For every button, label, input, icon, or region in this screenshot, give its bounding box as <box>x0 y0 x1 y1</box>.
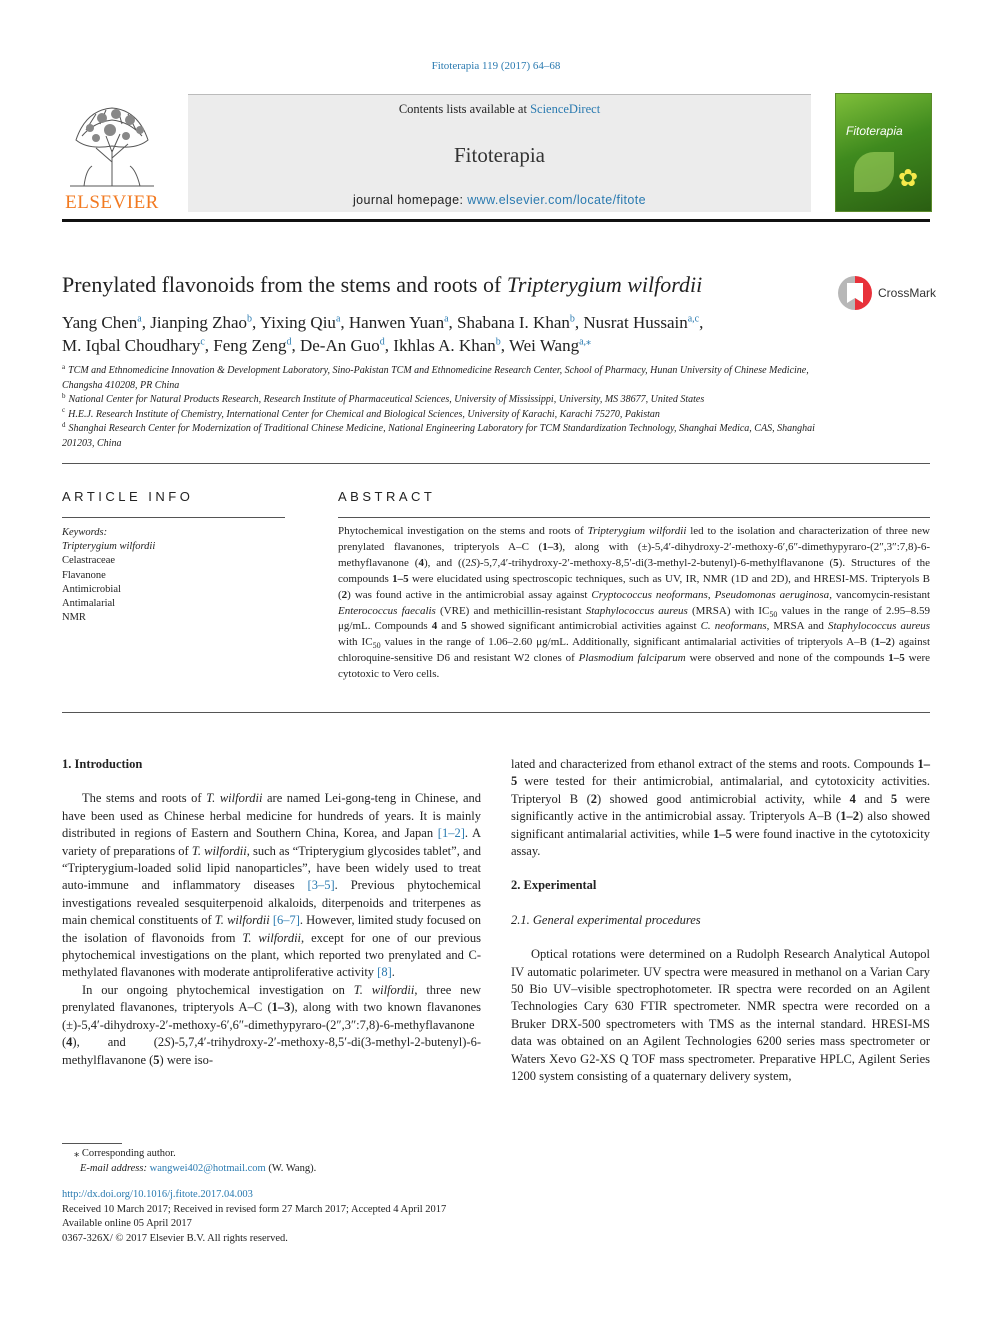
keyword-item: NMR <box>62 612 86 624</box>
header-divider <box>62 219 930 222</box>
sciencedirect-link[interactable]: ScienceDirect <box>530 102 601 116</box>
introduction-heading: 1. Introduction <box>62 757 143 771</box>
footnote-divider <box>62 1143 122 1144</box>
author-affiliation-mark[interactable]: a,⁎ <box>579 336 592 348</box>
crossmark-button[interactable] <box>838 276 938 312</box>
affiliation-text: National Center for Natural Products Research, Research Institute of Pharmaceutical Sciences, University of Mississippi, University, MS 38677, United States <box>68 394 705 405</box>
keyword-text: Tripterygium wilfordii <box>62 541 156 553</box>
homepage-line <box>188 193 811 207</box>
author-affiliation-mark[interactable]: a,c <box>687 313 700 325</box>
elsevier-tree-icon <box>66 100 158 188</box>
general-procedures-heading: 2.1. General experimental procedures <box>511 912 701 927</box>
abstract-bottom-divider <box>62 712 930 713</box>
keyword-item: Antimalarial <box>62 598 116 610</box>
introduction-paragraph-1: The stems and roots of T. wilfordii are named Lei-gong-teng in Chinese, and have been used as Chinese herbal medicine for hundreds of years. It is mainly distributed in regions of Eastern and Southern China, Korea, and Japan [1–2]. A variety of preparations of T. wilfordii, such as “Tripterygium glycosides tablet”, and “Tripterygium-loaded solid lipid nanoparticles”, have been widely used to treat auto-immune and inflammatory diseases [3–5]. Previous phytochemical investigations revealed sesquiterpenoid alkaloids, diterpenoids and triterpenes as main chemical constituents of T. wilfordii [6–7]. However, limited study focused on the isolation of flavonoids from T. wilfordii, except for one of our previous phytochemical investigations on the plant, which reported two prenylated and C-methylated flavanones with moderate antiproliferative activity [8]. <box>62 791 482 980</box>
affiliation-item <box>62 422 822 451</box>
author-affiliation-mark[interactable]: b <box>247 313 253 325</box>
author-affiliation-mark[interactable]: c <box>200 336 205 348</box>
author-affiliation-mark[interactable]: a <box>137 313 142 325</box>
introduction-paragraph-2-cont: lated and characterized from ethanol extract of the stems and roots. Compounds 1–5 were tested for their antimicrobial, antimalarial, and cytotoxicity activities. Tripteryol B (2) showed good antimicrobial activity, while 4 and 5 were significantly active in the antimicrobial assay. Tripteryols A–B (1–2) also showed significant antimalarial activities, while 1–5 were found inactive in the cytotoxicity assay. <box>511 757 931 859</box>
keyword-item: Flavanone <box>62 569 106 581</box>
affiliation-item <box>62 364 822 393</box>
author-name[interactable]: M. Iqbal Choudhary <box>62 336 201 355</box>
author-name[interactable]: Ikhlas A. Khan <box>393 336 496 355</box>
body-column-right <box>511 756 930 1086</box>
affiliation-text: Shanghai Research Center for Modernization of Traditional Chinese Medicine, National Engineering Laboratory for TCM Standardization Technology, Shanghai Medica, CAS, Shanghai 201203, China <box>62 423 815 449</box>
doi-link[interactable]: http://dx.doi.org/10.1016/j.fitote.2017.04.003 <box>62 1189 253 1200</box>
author-affiliation-mark[interactable]: b <box>495 336 501 348</box>
article-footer <box>62 1188 562 1246</box>
article-title-species: Tripterygium wilfordii <box>506 272 703 297</box>
affiliation-divider <box>62 463 930 464</box>
cover-leaf-shape <box>854 152 894 192</box>
experimental-paragraph-1: Optical rotations were determined on a Rudolph Research Analytical Autopol IV automatic polarimeter. UV spectra were measured in methanol on a Varian Cary 50 Bio UV–visible spectrophotometer. IR spectra were recorded on an Agilent Technologies Cary 630 FTIR spectrometer. NMR spectra were recorded on a Bruker DRX-500 spectrometers with TMS as the internal standard. HRESI-MS data was obtained on an Agilent Technologies 6200 series mass spectrometer or Waters Xevo G2-XS Q TOF mass spectrometer. Preparative HPLC, Agilent Series 1200 system consisting of a quaternary delivery system, <box>511 947 930 1084</box>
author-affiliation-mark[interactable]: d <box>286 336 292 348</box>
author-affiliation-mark[interactable]: a <box>444 313 449 325</box>
email-label: E-mail address: <box>80 1163 150 1174</box>
article-title-text: Prenylated flavonoids from the stems and roots of <box>62 272 507 297</box>
homepage-prefix: journal homepage: <box>353 193 468 207</box>
journal-reference[interactable]: Fitoterapia 119 (2017) 64–68 <box>431 60 561 72</box>
author-name[interactable]: Yang Chen <box>62 313 138 332</box>
affiliation-list <box>62 364 822 451</box>
author-affiliation-mark[interactable]: a <box>335 313 341 325</box>
author-name[interactable]: Hanwen Yuan <box>348 313 445 332</box>
cover-title: Fitoterapia <box>846 124 903 138</box>
author-name[interactable]: Feng Zeng <box>213 336 287 355</box>
introduction-paragraph-2: In our ongoing phytochemical investigation on T. wilfordii, three new prenylated flavanones, tripteryols A–C (1–3), along with two known flavanones (±)-5,4′-dihydroxy-2′-methoxy-6′,6″-dimethypyraro-(2″,3″:7,8)-6-methyflavanone (4), and (2S)-5,7,4′-trihydroxy-2′-methoxy-8,5′-di(3-methyl-2-butenyl)-6-methylflavanone (5) were iso- <box>62 982 481 1067</box>
received-dates: Received 10 March 2017; Received in revised form 27 March 2017; Accepted 4 April 2017 <box>62 1203 447 1215</box>
author-name[interactable]: Shabana I. Khan <box>457 313 570 332</box>
abstract-heading: ABSTRACT <box>338 489 436 504</box>
affiliation-text: H.E.J. Research Institute of Chemistry, International Center for Chemical and Biological Sciences, University of Karachi, Karachi 75270, Pakistan <box>68 408 660 420</box>
elsevier-logo <box>62 100 162 212</box>
author-name[interactable]: Yixing Qiu <box>259 313 336 332</box>
body-column-left <box>62 756 481 1069</box>
article-info-heading: ARTICLE INFO <box>62 489 194 504</box>
keywords-list <box>62 526 282 625</box>
corresponding-author-note: ⁎ Corresponding author. <box>74 1148 176 1159</box>
affiliation-tag: c <box>62 406 66 415</box>
crossmark-icon <box>838 276 872 310</box>
author-name[interactable]: De-An Guo <box>299 336 380 355</box>
author-affiliation-mark[interactable]: b <box>569 313 575 325</box>
keyword-item: Antimicrobial <box>62 583 121 595</box>
keyword-item <box>62 540 282 554</box>
online-date: Available online 05 April 2017 <box>62 1218 192 1230</box>
author-name[interactable]: Jianping Zhao <box>150 313 248 332</box>
keyword-item: Celastraceae <box>62 555 116 567</box>
homepage-link[interactable]: www.elsevier.com/locate/fitote <box>467 193 646 207</box>
affiliation-item <box>62 408 822 423</box>
journal-masthead <box>188 94 811 212</box>
experimental-heading: 2. Experimental <box>511 878 597 893</box>
author-name[interactable]: Nusrat Hussain <box>583 313 688 332</box>
journal-title: Fitoterapia <box>454 143 545 167</box>
abstract-divider <box>338 517 930 518</box>
crossmark-label: CrossMark <box>878 286 937 300</box>
author-name[interactable]: Wei Wang <box>508 336 580 355</box>
author-affiliation-mark[interactable]: d <box>379 336 385 348</box>
email-note <box>62 1161 562 1176</box>
article-title <box>62 272 702 298</box>
abstract-body: Phytochemical investigation on the stems and roots of Tripterygium wilfordii led to the isolation and characterization of three new prenylated flavanones, tripteryols A–C (1–3), along with (±)-5,4′-dihydroxy-2′-methoxy-6′,6″-dimethypyraro-(2″,3″:7,8)-6-methyflavanone (4), and ((2S)-5,7,4′-trihydroxy-2′-methoxy-8,5′-di(3-methyl-2-butenyl)-6-methylflavanone (5). Structures of the compounds 1–5 were elucidated using spectroscopic techniques, such as UV, IR, NMR (1D and 2D), and HRESI-MS. Tripteryols B (2) was found active in the antimicrobial assay against Cryptococcus neoformans, Pseudomonas aeruginosa, vancomycin-resistant Enterococcus faecalis (VRE) and methicillin-resistant Staphylococcus aureus (MRSA) with $IC_{50}$ values in the range of 2.95–8.59 μg/mL. Compounds 4 and 5 showed significant antimicrobial activities against C. neoformans, MRSA and Staphylococcus aureus with $IC_{50}$ values in the range of 1.06–2.60 μg/mL. Additionally, significant antimalarial activities of tripteryols A–B (1–2) against chloroquine-sensitive D6 and resistant W2 clones of Plasmodium falciparum were observed and none of the compounds 1–5 were cytotoxic to Vero cells. <box>338 525 931 681</box>
email-suffix: (W. Wang). <box>265 1163 317 1174</box>
journal-cover-image <box>835 93 932 212</box>
affiliation-tag: a <box>62 362 66 371</box>
flower-icon: ✿ <box>898 166 919 192</box>
article-info-divider <box>62 517 285 518</box>
contents-prefix: Contents lists available at <box>398 102 531 116</box>
keywords-label: Keywords: <box>62 527 108 538</box>
author-list: Yang Chen$^a$, Jianping Zhao$^b$, Yixing Qiu$^a$, Hanwen Yuan$^a$, Shabana I. Khan$^b$, Nusrat Hussain$^{a,c}$, M. Iqbal Choudhary$^c$, Feng Zeng$^d$, De-An Guo$^d$, Ikhlas A. Khan$^b$, Wei Wang$^{a,⁎}$ <box>62 313 704 355</box>
affiliation-text: TCM and Ethnomedicine Innovation & Development Laboratory, Sino-Pakistan TCM and Ethnomedicine Research Center, School of Pharmacy, Hunan University of Chinese Medicine, Changsha 410208, PR China <box>62 365 809 391</box>
affiliation-tag: b <box>62 391 66 400</box>
copyright: 0367-326X/ © 2017 Elsevier B.V. All rights reserved. <box>62 1232 288 1244</box>
elsevier-wordmark: ELSEVIER <box>65 192 159 213</box>
contents-line <box>188 102 811 117</box>
footnotes <box>62 1146 562 1176</box>
email-link[interactable]: wangwei402@hotmail.com <box>149 1163 266 1174</box>
affiliation-tag: d <box>62 420 66 429</box>
affiliation-item <box>62 393 822 408</box>
